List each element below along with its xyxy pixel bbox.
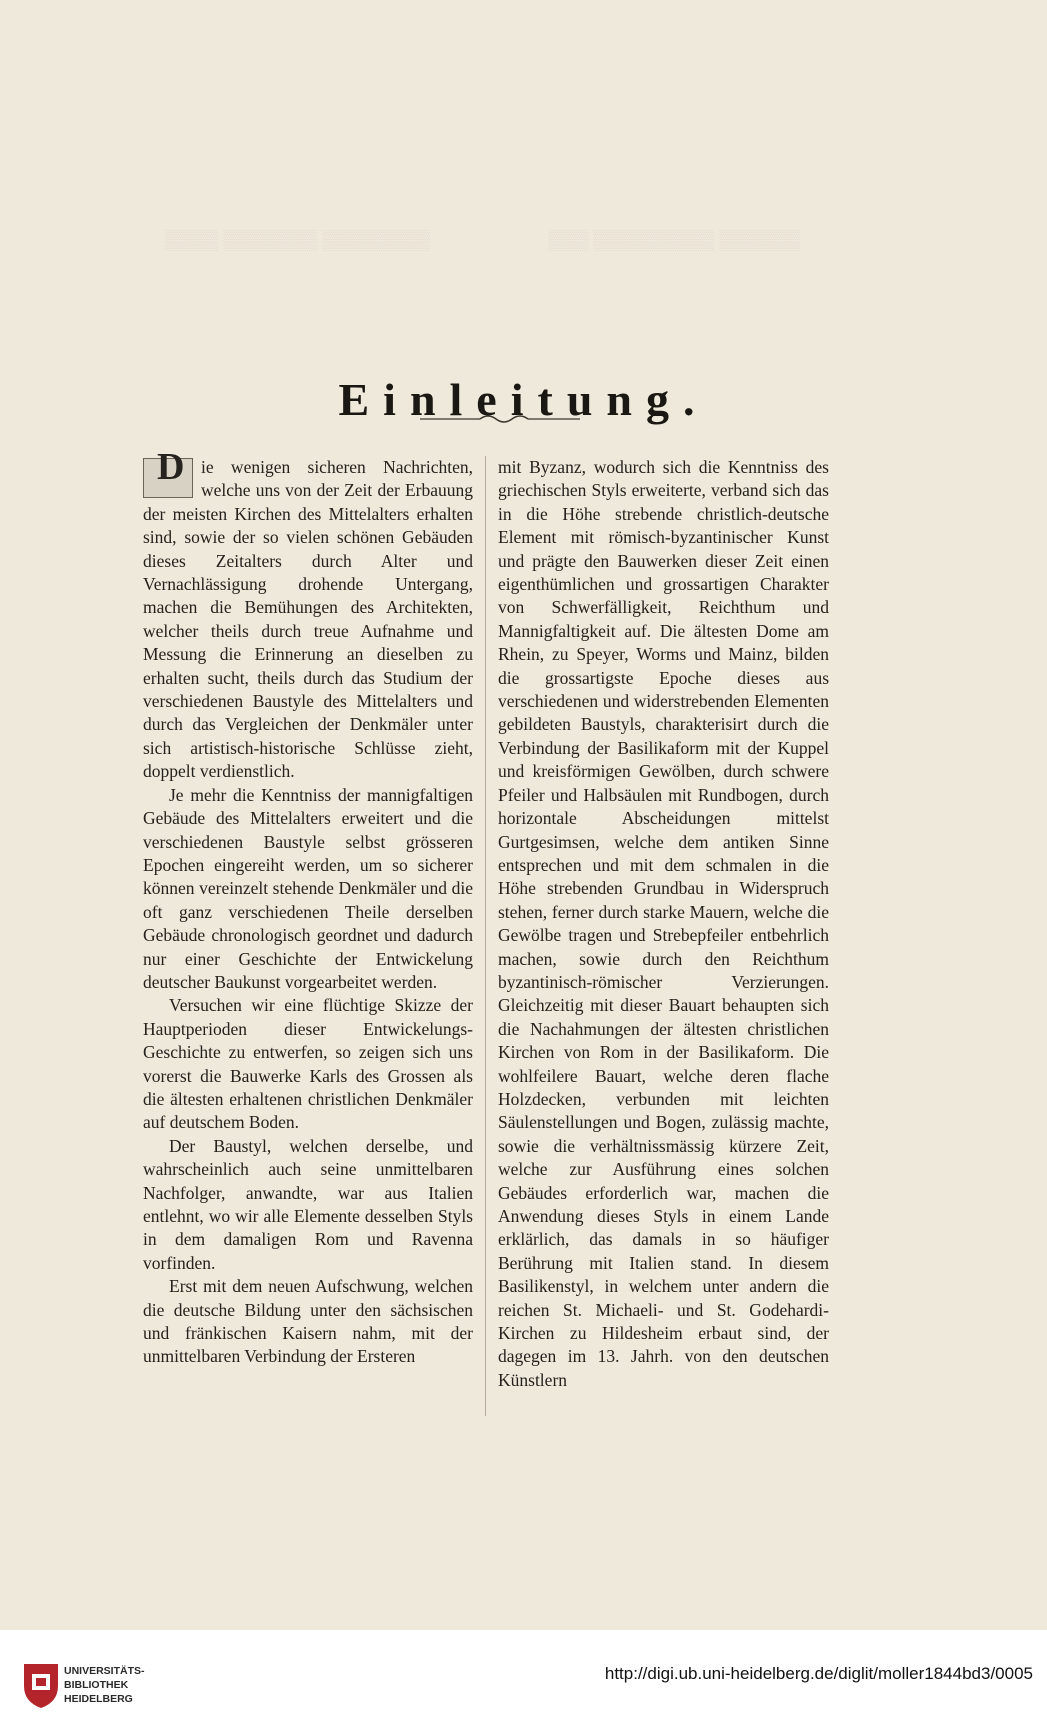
paragraph: Der Baustyl, welchen derselbe, und wahrscheinlich auch seine unmittelbaren Nachfolger, anwandte, war aus Italien entlehnt, wo wir alle Elemente desselben Styls in dem damaligen Rom und Ravenna vorfinden. [143, 1135, 473, 1273]
library-name-line: BIBLIOTHEK [64, 1679, 129, 1691]
paragraph: mit Byzanz, wodurch sich die Kenntniss des griechischen Styls erweiterte, verband sich das in die Höhe strebende christlich-deutsche Element mit römisch-byzantinischer Kunst und prägte den Bauwerken dieser Zeit einen eigenthümlichen und grossartigen Charakter von Schwerfälligkeit, Reichthum und Mannigfaltigkeit auf. Die ältesten Dome am Rhein, zu Speyer, Worms und Mainz, bilden die grossartigste Epoche dieses aus verschiedenen und widerstrebenden Elementen gebildeten Baustyls, charakterisirt durch die Verbindung der Basilikaform mit der Kuppel und kreisförmigen Gewölben, durch schwere Pfeiler und Halbsäulen mit Rundbogen, durch horizontale Abscheidungen mittelst Gurtgesimsen, welche dem antiken Sinne entsprechen und mit dem schmalen in die Höhe strebenden Grundbau in Widerspruch stehen, ferner durch starke Mauern, welche die Gewölbe tragen und Strebepfeiler entbehrlich machen, sowie durch den Reichthum byzantinisch-römischer Verzierungen. Gleichzeitig mit dieser Bauart behaupten sich die Nachahmungen der ältesten christlichen Kirchen von Rom in der Basilikaform. Die wohlfeilere Bauart, welche deren flache Holzdecken, verbunden mit leichten Säulenstellungen und Bogen, zulässig machte, sowie die verhältnissmässig kürzere Zeit, welche zur Ausführung eines solchen Gebäudes erforderlich war, machen die Anwendung dieses Styls in einem Lande erklärlich, das damals in so häufiger Berührung mit Italien stand. In diesem Basilikenstyl, in welchem unter andern die reichen St. Michaeli- und St. Godehardi-Kirchen zu Hildesheim erbaut sind, der dagegen im 13. Jahrh. von den deutschen Künstlern [498, 457, 829, 1390]
library-name [64, 1664, 145, 1706]
drop-cap [143, 446, 195, 498]
paragraph: ie wenigen sicheren Nachrichten, welche uns von der Zeit der Erbauung der meisten Kirchen des Mittelalters erhalten sind, sowie der so vielen schönen Gebäuden dieses Zeitalters durch Alter und Vernachlässigung drohende Untergang, machen die Bemühungen des Architekten, welcher theils durch treue Aufnahme und Messung die Erinnerung an dieselben zu erhalten sucht, theils durch das Studium der verschiedenen Baustyle des Mittelalters und durch das Vergleichen der Denkmäler unter sich artistisch-historische Schlüsse zieht, doppelt verdienstlich. [143, 457, 473, 782]
permalink-url[interactable]: http://digi.ub.uni-heidelberg.de/diglit/moller1844bd3/0005 [604, 1664, 1033, 1683]
paragraph: Versuchen wir eine flüchtige Skizze der Hauptperioden dieser Entwickelungs-Geschichte zu entwerfen, so zeigen sich uns vorerst die Bauwerke Karls des Grossen als die ältesten erhaltenen christlichen Denkmäler auf deutschem Boden. [143, 995, 473, 1133]
paragraph: Erst mit dem neuen Aufschwung, welchen die deutsche Bildung unter den sächsischen und fränkischen Kaisern nahm, mit der unmittelbaren Verbindung der Ersteren [143, 1276, 473, 1367]
page-title: Einleitung. [338, 373, 709, 425]
university-seal-icon [18, 1660, 64, 1710]
library-name-line: HEIDELBERG [64, 1693, 133, 1705]
library-name-line: UNIVERSITÄTS- [64, 1665, 145, 1677]
drop-cap-letter: D [157, 446, 185, 488]
column-divider [485, 456, 486, 1416]
viewer-footer [0, 1630, 1047, 1722]
left-column [143, 446, 473, 1369]
title-ornament [420, 412, 580, 426]
show-through-right: ▒▒▒▒▒▒ ▒▒▒▒▒▒▒▒▒ ▒▒▒ [548, 230, 800, 251]
paragraph: Je mehr die Kenntniss der mannigfaltigen Gebäude des Mittelalters erweitert und die verschiedenen Baustyle selbst grösseren Epochen eingereiht werden, um so sicherer können vereinzelt stehende Denkmäler und die oft ganz verschiedenen Theile derselben Gebäude chronologisch geordnet und dadurch nur einer Geschichte der Entwickelung deutscher Baukunst vorgearbeitet werden. [143, 784, 473, 992]
show-through-left: ▒▒▒▒▒▒▒▒ ▒▒▒▒▒▒▒ ▒▒▒▒ [164, 230, 430, 251]
right-column [498, 456, 829, 1392]
